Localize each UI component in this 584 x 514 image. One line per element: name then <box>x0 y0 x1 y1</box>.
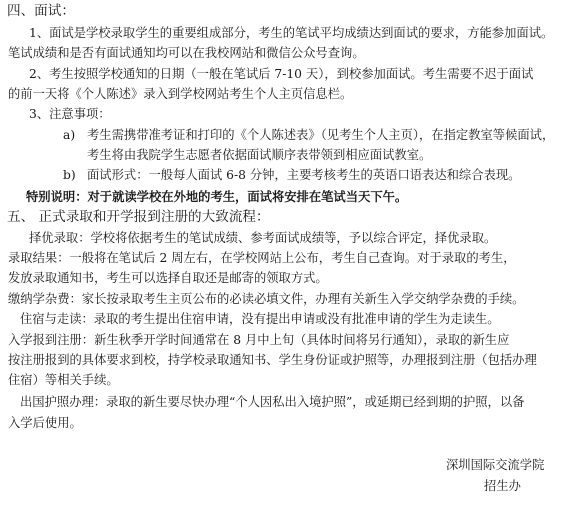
item-a-line1: 考生需携带准考证和打印的《个人陈述表》（见考生个人主页），在指定教室等候面试， <box>87 128 555 142</box>
section4-heading: 四、面试： <box>7 3 75 19</box>
special-note: 特别说明：对于就读学校在外地的考生，面试将安排在笔试当天下午。 <box>26 189 408 204</box>
result-line1: 录取结果：一般将在笔试后 2 周左右，在学校网站上公布，考生自己查询。对于录取的考生， <box>8 251 516 265</box>
section4-p2-line1: 2、考生按照学校通知的日期（一般在笔试后 7-10 天），到校参加面试。考生需要不迟于面试 <box>29 67 534 81</box>
section4-p2-line2: 的前一天将《个人陈述》录入到学校网站考生个人主页信息栏。 <box>8 87 353 101</box>
registration-line3: 住宿）等相关手续。 <box>8 373 119 387</box>
section4-p1-line2: 笔试成绩和是否有面试通知均可以在我校网站和微信公众号查询。 <box>8 46 365 60</box>
passport-line2: 入学后使用。 <box>8 416 82 430</box>
fee-paragraph: 缴纳学杂费：家长按录取考生主页公布的必读必填文件，办理有关新生入学交纳学杂费的手续。 <box>8 292 525 306</box>
signature-office: 招生办 <box>484 479 521 493</box>
section4-p1-line1: 1、面试是学校录取学生的重要组成部分，考生的笔试平均成绩达到面试的要求，方能参加面试。 <box>29 26 554 40</box>
item-a-line2: 考生将由我院学生志愿者依据面试顺序表带领到相应面试教室。 <box>87 148 432 162</box>
item-a-marker: a) <box>63 128 76 142</box>
item-b-line1: 面试形式：一般每人面试 6-8 分钟，主要考核考生的英语口语表达和综合表现。 <box>87 168 521 182</box>
section5-heading: 五、 正式录取和开学报到注册的大致流程： <box>7 209 270 225</box>
section4-p3-title: 3、注意事项： <box>29 107 111 121</box>
passport-line1: 出国护照办理：录取的新生要尽快办理“个人因私出入境护照”，或延期已经到期的护照，以备 <box>20 395 525 409</box>
housing-paragraph: 住宿与走读：录取的考生提出住宿申请，没有提出申请或没有批准申请的学生为走读生。 <box>20 312 500 326</box>
registration-line1: 入学报到注册：新生秋季开学时间通常在 8 月中上旬（具体时间将另行通知），录取的新生应 <box>8 333 510 347</box>
item-b-marker: b) <box>63 168 76 182</box>
signature-org: 深圳国际交流学院 <box>446 458 545 472</box>
registration-line2: 按注册报到的具体要求到校，持学校录取通知书、学生身份证或护照等，办理报到注册（包括办理 <box>8 353 537 367</box>
select-paragraph: 择优录取：学校将依据考生的笔试成绩、参考面试成绩等，予以综合评定，择优录取。 <box>29 231 497 245</box>
result-line2: 发放录取通知书，考生可以选择自取还是邮寄的领取方式。 <box>8 271 328 285</box>
